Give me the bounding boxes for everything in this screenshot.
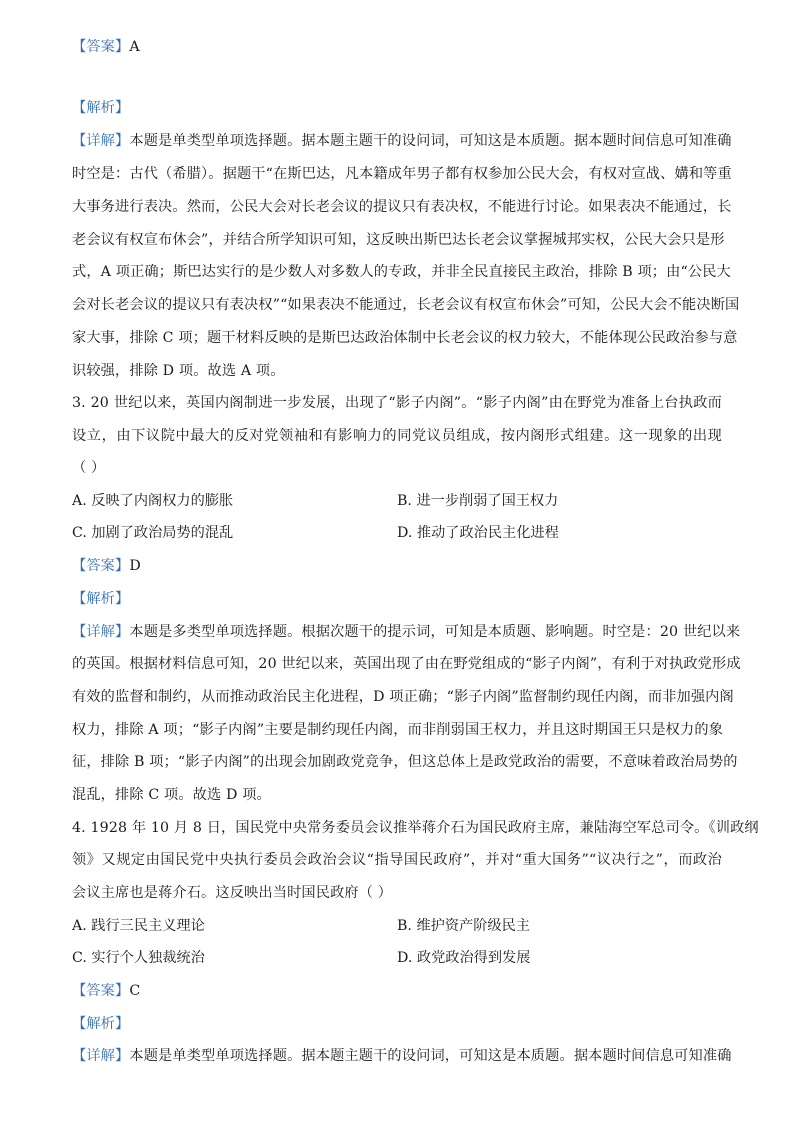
q4-stem-line-2: 领》又规定由国民党中央执行委员会政治会议“指导国民政府”，并对“重大国务”“议决行之”，而政治 xyxy=(72,852,722,868)
q3-detail-line-4: 权力，排除 A 项；“影子内阁”主要是制约现任内阁，而非削弱国王权力，并且这时期国王只是权力的象 xyxy=(72,722,724,738)
q2-detail-line-4: 老会议有权宣布休会”，并结合所学知识可知，这反映出斯巴达长老会议掌握城邦实权，公民大会只是形 xyxy=(72,232,725,248)
q4-option-c: C. 实行个人独裁统治 xyxy=(72,950,205,966)
q2-detail-line-6: 会对长老会议的提议只有表决权”“如果表决不能通过，长老会议有权宣布休会”可知，公民大会不能决断国 xyxy=(72,297,740,313)
q2-answer-line xyxy=(72,37,140,57)
q3-option-b: B. 进一步削弱了国王权力 xyxy=(397,493,559,509)
answer-value: A xyxy=(129,39,140,55)
q2-detail-line-8: 识较强，排除 D 项。故选 A 项。 xyxy=(72,363,285,379)
q3-option-d: D. 推动了政治民主化进程 xyxy=(397,525,559,541)
q3-detail-line-2: 的英国。根据材料信息可知，20 世纪以来，英国出现了由在野党组成的“影子内阁”，有利于对执政党形成 xyxy=(72,656,741,672)
analysis-tag: 【解析】 xyxy=(72,100,130,116)
q4-detail-line-1: 【详解】本题是单类型单项选择题。据本题主题干的设问词，可知这是本质题。据本题时间信息可知准确 xyxy=(72,1048,732,1064)
q2-detail-line-7: 家大事，排除 C 项；题干材料反映的是斯巴达政治体制中长老会议的权力较大，不能体现公民政治参与意 xyxy=(72,330,738,346)
q4-option-b: B. 维护资产阶级民主 xyxy=(397,918,530,934)
q4-stem-line-3: 会议主席也是蒋介石。这反映出当时国民政府（ ） xyxy=(72,885,393,901)
q4-option-d: D. 政党政治得到发展 xyxy=(397,950,531,966)
detail-tag: 【详解】 xyxy=(72,1048,130,1064)
detail-tag: 【详解】 xyxy=(72,624,130,640)
q3-detail-line-3: 有效的监督和制约，从而推动政治民主化进程，D 项正确；“影子内阁”监督制约现任内阁，而非加强内阁 xyxy=(72,689,734,705)
q3-answer-line xyxy=(72,556,141,576)
q3-detail-line-5: 征，排除 B 项；“影子内阁”的出现会加剧政党竞争，但这总体上是政党政治的需要，不意味着政治局势的 xyxy=(72,754,738,770)
q3-stem-line-2: 设立，由下议院中最大的反对党领袖和有影响力的同党议员组成，按内阁形式组建。这一现象的出现 xyxy=(72,428,722,444)
q3-detail-line-1: 【详解】本题是多类型单项选择题。根据次题干的提示词，可知是本质题、影响题。时空是：20 世纪以来 xyxy=(72,624,741,640)
q2-analysis-heading xyxy=(72,98,129,118)
answer-tag: 【答案】 xyxy=(72,39,130,55)
answer-tag: 【答案】 xyxy=(72,558,130,574)
q2-detail-line-5: 式，A 项正确；斯巴达实行的是少数人对多数人的专政，并非全民直接民主政治，排除 B 项；由“公民大 xyxy=(72,264,731,280)
q3-stem-line-3: （ ） xyxy=(72,460,106,476)
q4-option-a: A. 践行三民主义理论 xyxy=(72,918,205,934)
q3-detail-line-6: 混乱，排除 C 项。故选 D 项。 xyxy=(72,787,271,803)
answer-tag: 【答案】 xyxy=(72,983,130,999)
q4-stem-line-1: 4. 1928 年 10 月 8 日，国民党中央常务委员会议推举蒋介石为国民政府主席，兼陆海空军总司令。《训政纲 xyxy=(72,820,759,836)
q3-option-c: C. 加剧了政治局势的混乱 xyxy=(72,525,234,541)
answer-value: C xyxy=(129,983,141,999)
q2-detail-line-2: 时空是：古代（希腊）。据题干“在斯巴达，凡本籍成年男子都有权参加公民大会，有权对宣战、媾和等重 xyxy=(72,166,732,182)
q2-detail-line-3: 大事务进行表决。然而，公民大会对长老会议的提议只有表决权，不能进行讨论。如果表决不能通过，长 xyxy=(72,199,732,215)
q4-analysis-heading xyxy=(72,1014,129,1034)
analysis-tag: 【解析】 xyxy=(72,1016,130,1032)
q4-answer-line xyxy=(72,981,140,1001)
q3-analysis-heading xyxy=(72,589,129,609)
detail-tag: 【详解】 xyxy=(72,133,130,149)
q3-stem-line-1: 3. 20 世纪以来，英国内阁制进一步发展，出现了“影子内阁”。“影子内阁”由在野党为准备上台执政而 xyxy=(72,395,722,411)
q3-option-a: A. 反映了内阁权力的膨胀 xyxy=(72,493,234,509)
q2-detail-line-1: 【详解】本题是单类型单项选择题。据本题主题干的设问词，可知这是本质题。据本题时间信息可知准确 xyxy=(72,133,732,149)
answer-value: D xyxy=(129,558,141,574)
analysis-tag: 【解析】 xyxy=(72,591,130,607)
